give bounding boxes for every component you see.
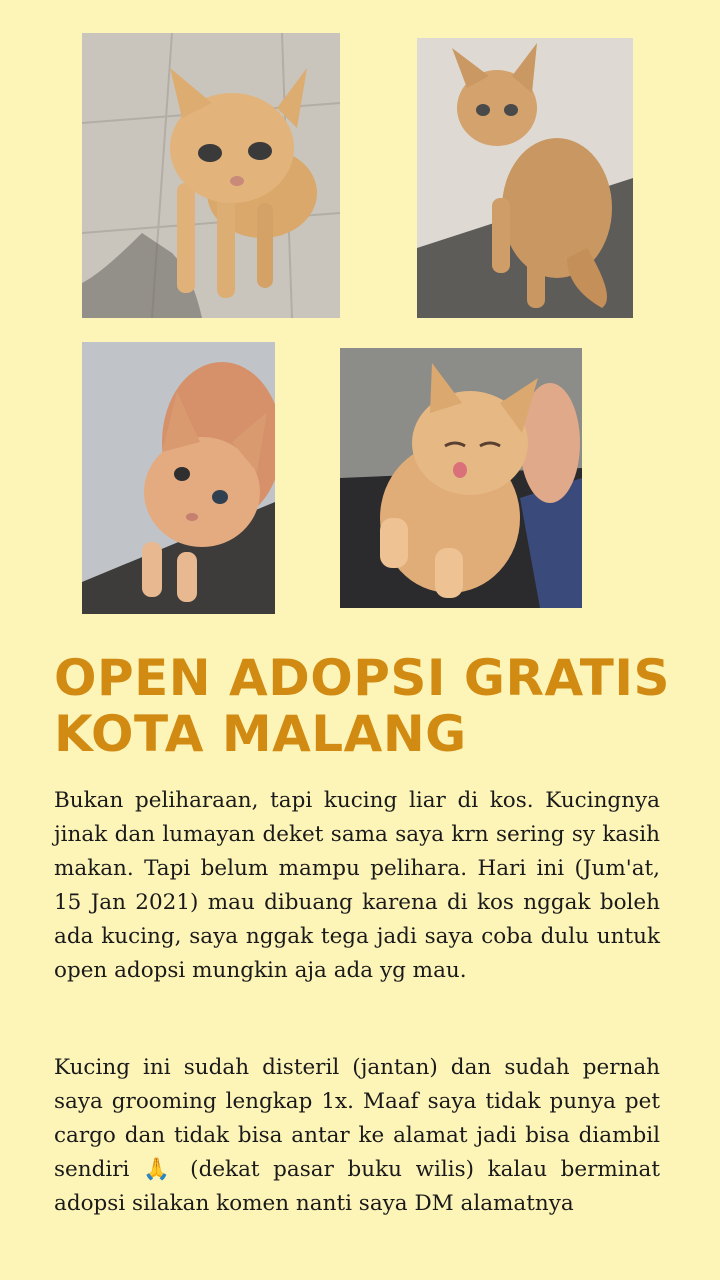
cat-photo-4: [340, 348, 582, 608]
description-paragraph-1: Bukan peliharaan, tapi kucing liar di kos. Kucingnya jinak dan lumayan deket sama saya krn sering sy kasih makan. Tapi belum mampu pelihara. Hari ini (Jum'at, 15 Jan 2021) mau dibuang karena di kos nggak boleh ada kucing, saya nggak tega jadi saya coba dulu untuk open adopsi mungkin aja ada yg mau.: [54, 788, 660, 983]
cat-photo-1: [82, 33, 340, 318]
description-paragraph-2: Kucing ini sudah disteril (jantan) dan sudah pernah saya grooming lengkap 1x. Maaf saya tidak punya pet cargo dan tidak bisa antar ke alamat jadi bisa diambil sendiri 🙏 (dekat pasar buku wilis) kalau berminat adopsi silakan komen nanti saya DM alamatnya: [54, 1055, 660, 1216]
page-title: OPEN ADOPSI GRATIS KOTA MALANG: [54, 649, 671, 763]
cat-photo-3: [82, 342, 275, 614]
cat-photo-2: [417, 38, 633, 318]
